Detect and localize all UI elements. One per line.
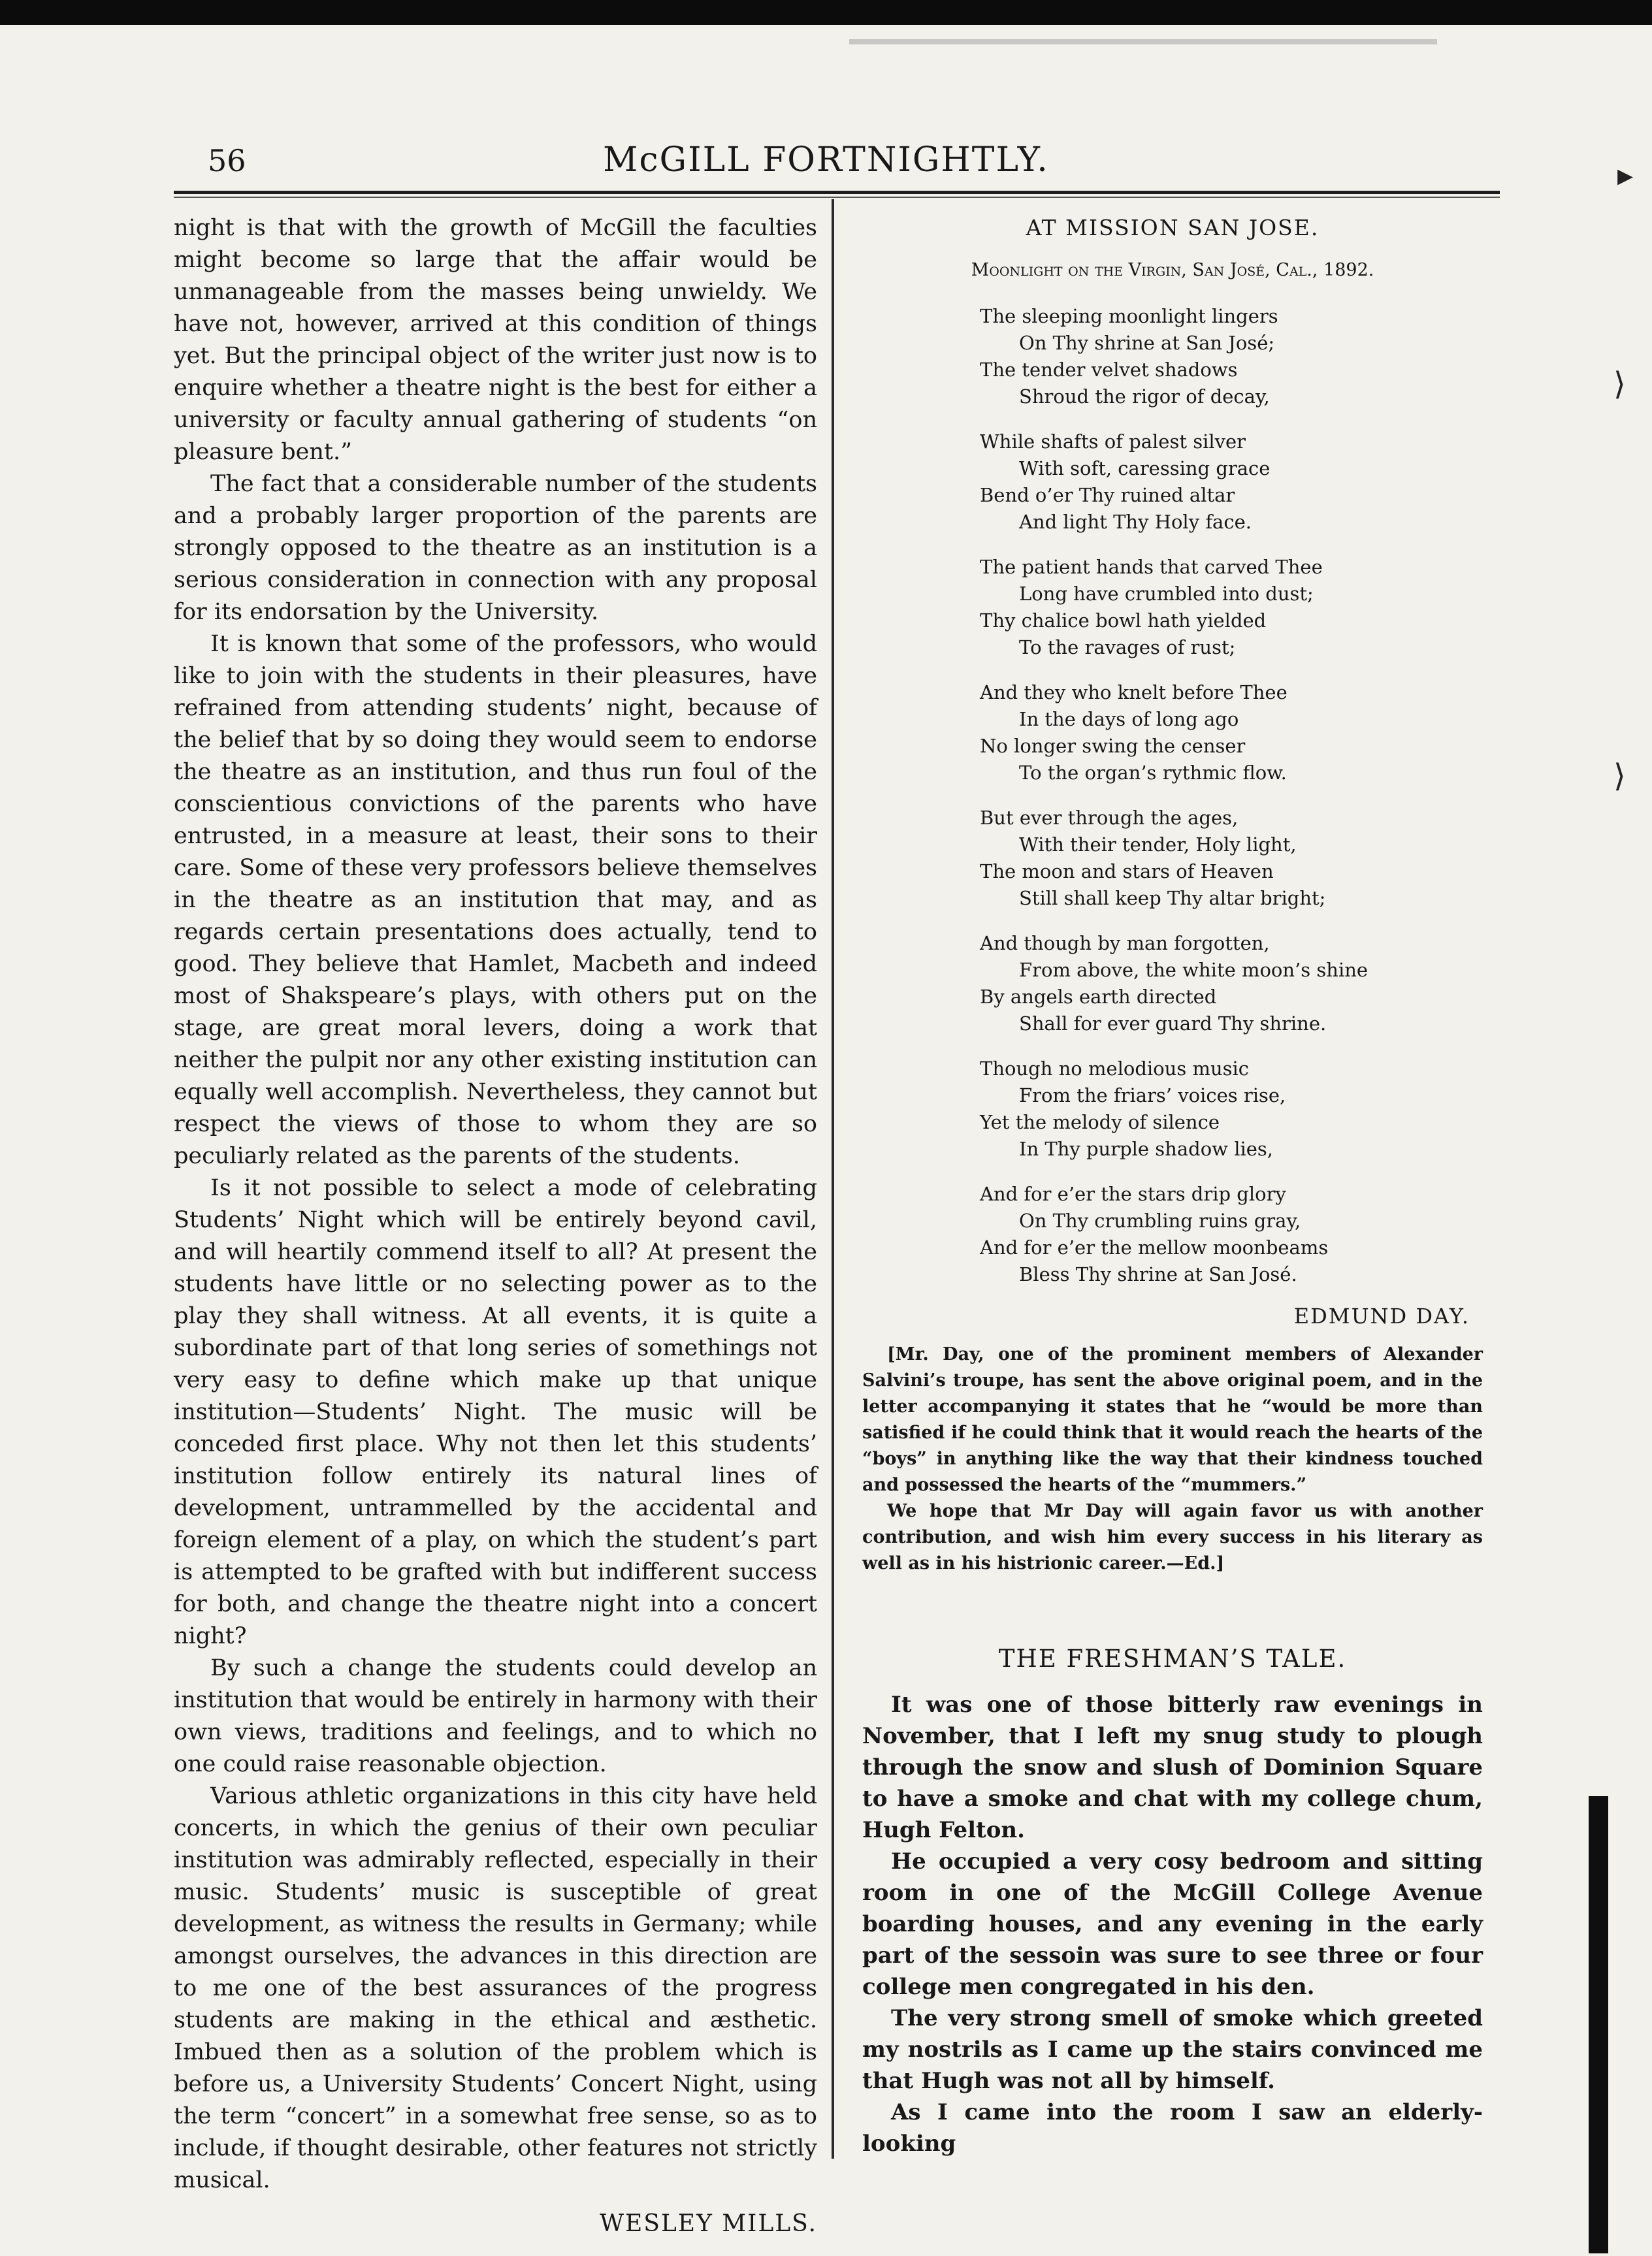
header-rule-thin <box>174 197 1500 198</box>
poem-line: Long have crumbled into dust; <box>1019 583 1314 605</box>
page-number: 56 <box>208 143 246 178</box>
poem-line: And for e’er the stars drip glory <box>980 1183 1286 1205</box>
poem-line: Bend o’er Thy ruined altar <box>980 484 1235 506</box>
story-body <box>862 1689 1483 2159</box>
poem-line: While shafts of palest silver <box>980 430 1246 453</box>
body-paragraph: By such a change the students could develop an institution that would be entirely in harmony with their own views, traditions and feelings, and to which no one could raise reasonable objection. <box>174 1655 817 1777</box>
column-divider <box>832 199 834 2159</box>
poem-line: In the days of long ago <box>1019 708 1239 730</box>
poem-line: From the friars’ voices rise, <box>1019 1084 1286 1106</box>
scan-mark: ⟩ <box>1613 758 1626 794</box>
poem-line: The patient hands that carved Thee <box>980 556 1323 578</box>
poem-stanza <box>980 679 1483 786</box>
poem-line: The moon and stars of Heaven <box>980 860 1274 882</box>
poem-line: On Thy crumbling ruins gray, <box>1019 1210 1301 1232</box>
poem-line: Shall for ever guard Thy shrine. <box>1019 1012 1327 1035</box>
note-paragraph: We hope that Mr Day will again favor us with another contribution, and wish him every success in his literary as well as in his histrionic career.—Ed.] <box>862 1501 1483 1573</box>
poem-line: From above, the white moon’s shine <box>1019 959 1369 981</box>
poem-line: Though no melodious music <box>980 1057 1250 1080</box>
poem-stanza <box>980 1055 1483 1163</box>
poem-stanza <box>980 805 1483 912</box>
poem-line: Yet the melody of silence <box>980 1111 1220 1133</box>
body-paragraph: Is it not possible to select a mode of celebrating Students’ Night which will be entirely beyond cavil, and will heartily commend itself to all? At present the students have little or no selecting power as to the play they shall witness. At all events, it is quite a subordinate part of that long series of somethings not very easy to define which make up that unique institution—Students’ Night. The music will be conceded first place. Why not then let this students’ institution follow entirely its natural lines of development, untrammelled by the accidental and foreign element of a play, on which the student’s part is attempted to be grafted with but indifferent success for both, and change the theatre night into a concert night? <box>174 1175 817 1649</box>
story-paragraph: As I came into the room I saw an elderly-looking <box>862 2099 1483 2157</box>
poem-stanza <box>980 1181 1483 1288</box>
poem-line: With soft, caressing grace <box>1019 457 1271 479</box>
poem-line: To the ravages of rust; <box>1019 636 1236 658</box>
poem-line: To the organ’s rythmic flow. <box>1019 762 1287 784</box>
poem-line: Still shall keep Thy altar bright; <box>1019 887 1326 909</box>
poem-line: And for e’er the mellow moonbeams <box>980 1236 1329 1259</box>
poem-line: Shroud the rigor of decay, <box>1019 385 1270 408</box>
poem-line: And they who knelt before Thee <box>980 681 1288 703</box>
poem-line: With their tender, Holy light, <box>1019 833 1297 856</box>
poem-author: EDMUND DAY. <box>1293 1304 1470 1329</box>
poem-line: But ever through the ages, <box>980 807 1239 829</box>
story-paragraph: He occupied a very cosy bedroom and sitting room in one of the McGill College Avenue boarding houses, and any evening in the early part of the sessoin was sure to see three or four college men congregated in his den. <box>862 1848 1483 2000</box>
left-column <box>174 212 817 2244</box>
story-paragraph: The very strong smell of smoke which greeted my nostrils as I came up the stairs convinced me that Hugh was not all by himself. <box>862 2005 1483 2094</box>
poem-line: No longer swing the censer <box>980 735 1246 757</box>
story-title: THE FRESHMAN’S TALE. <box>998 1645 1347 1673</box>
author-signature: WESLEY MILLS. <box>599 2210 817 2237</box>
scan-smudge <box>849 39 1437 44</box>
body-paragraph: Various athletic organizations in this city have held concerts, in which the genius of their own peculiar institution was admirably reflected, especially in their music. Students’ music is susceptible of great development, as witness the results in Germany; while amongst ourselves, the advances in this direction are to me one of the best assurances of the progress students are making in the ethical and æsthetic. Imbued then as a solution of the problem which is before us, a University Students’ Concert Night, using the term “concert” in a somewhat free sense, so as to include, if thought desirable, other features not strictly musical. <box>174 1783 817 2193</box>
poem-line: The sleeping moonlight lingers <box>980 305 1278 327</box>
poem-stanza <box>980 428 1483 536</box>
poem-line: The tender velvet shadows <box>980 359 1238 381</box>
poem-line: And though by man forgotten, <box>980 932 1270 954</box>
poem-line: By angels earth directed <box>980 986 1217 1008</box>
poem-line: Thy chalice bowl hath yielded <box>980 609 1267 632</box>
scan-top-border <box>0 0 1652 25</box>
scan-mark: ▸ <box>1617 157 1634 193</box>
right-column <box>862 212 1483 2159</box>
poem-title: AT MISSION SAN JOSE. <box>1026 215 1320 240</box>
journal-title: McGILL FORTNIGHTLY. <box>603 140 1049 180</box>
poem-stanza <box>980 930 1483 1037</box>
body-paragraph: night is that with the growth of McGill the faculties might become so large that the affair would be unmanageable from the masses being unwieldy. We have not, however, arrived at this condition of things yet. But the principal object of the writer just now is to enquire whether a theatre night is the best for either a university or faculty annual gathering of students “on pleasure bent.” <box>174 215 817 465</box>
scan-edge-shadow <box>1589 1796 1608 2253</box>
body-paragraph: The fact that a considerable number of the students and a probably larger proportion of the parents are strongly opposed to the theatre as an institution is a serious consideration in connection with any proposal for its endorsation by the University. <box>174 471 817 625</box>
editor-note <box>862 1342 1483 1577</box>
poem-stanza <box>980 303 1483 410</box>
poem-line: On Thy shrine at San José; <box>1019 332 1275 354</box>
page-header <box>0 134 1652 186</box>
scan-mark: ⟩ <box>1613 366 1626 402</box>
body-paragraph: It is known that some of the professors, who would like to join with the students in their pleasures, have refrained from attending students’ night, because of the belief that by so doing they would seem to endorse the theatre as an institution, and thus run foul of the conscientious convictions of the parents who have entrusted, in a measure at least, their sons to their care. Some of these very professors believe themselves in the theatre as an institution that may, and as regards certain presentations does actually, tend to good. They believe that Hamlet, Macbeth and indeed most of Shakspeare’s plays, with others put on the stage, are great moral levers, doing a work that neither the pulpit nor any other existing institution can equally well accomplish. Nevertheless, they cannot but respect the views of those to whom they are so peculiarly related as the parents of the students. <box>174 631 817 1169</box>
poem-subtitle: Moonlight on the Virgin, San José, Cal., 1892. <box>971 260 1374 280</box>
poem-line: Bless Thy shrine at San José. <box>1019 1263 1297 1285</box>
poem-line: And light Thy Holy face. <box>1019 511 1252 533</box>
note-paragraph: [Mr. Day, one of the prominent members of Alexander Salvini’s troupe, has sent the above original poem, and in the letter accompanying it states that he “would be more than satisfied if he could think that it would reach the hearts of the “boys” in anything like the way that their kindness touched and possessed the hearts of the “mummers.” <box>862 1344 1483 1495</box>
header-rule <box>174 191 1500 194</box>
poem-stanza <box>980 554 1483 661</box>
poem-line: In Thy purple shadow lies, <box>1019 1138 1274 1160</box>
story-paragraph: It was one of those bitterly raw evenings in November, that I left my snug study to plough through the snow and slush of Dominion Square to have a smoke and chat with my college chum, Hugh Felton. <box>862 1692 1483 1843</box>
